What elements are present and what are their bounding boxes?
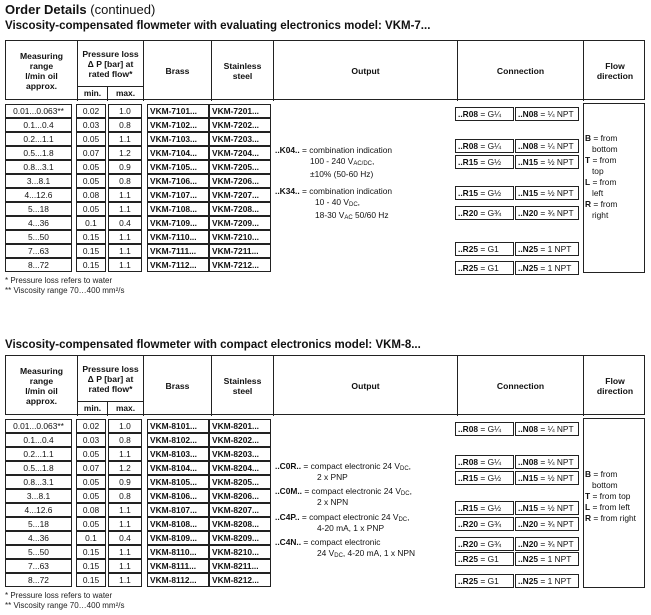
- cell-brass: VKM-8106...: [147, 489, 209, 503]
- output-detail: 24 $V_{DC}$, 4-20 mA, 1 x NPN: [317, 548, 416, 559]
- header-max: max.: [108, 402, 144, 416]
- cell-connection-npt: ..N25 = 1 NPT: [515, 242, 579, 256]
- cell-min: 0.03: [76, 433, 106, 447]
- flow-direction-line: bottom: [591, 480, 618, 490]
- table-header: [5, 40, 645, 100]
- cell-steel: VKM-8210...: [209, 545, 271, 559]
- header-max: max.: [108, 87, 144, 101]
- cell-brass: VKM-7106...: [147, 174, 209, 188]
- cell-brass: VKM-7103...: [147, 132, 209, 146]
- cell-min: 0.15: [76, 545, 106, 559]
- output-k34-detail: 10 - 40 $V_{DC}$, 18-30 $V_{AC}$ 50/60 Hz: [315, 197, 389, 221]
- cell-range: 0.2...1.1: [5, 132, 72, 146]
- cell-range: 5...18: [5, 517, 72, 531]
- cell-max: 1.1: [108, 258, 142, 272]
- cell-connection-npt: ..N20 = ¾ NPT: [515, 537, 579, 551]
- cell-connection-npt: ..N20 = ¾ NPT: [515, 517, 579, 531]
- header-output: Output: [274, 41, 458, 101]
- table1-footnote-1: * Pressure loss refers to water: [5, 276, 113, 285]
- cell-range: 5...18: [5, 202, 72, 216]
- cell-brass: VKM-7111...: [147, 244, 209, 258]
- cell-min: 0.05: [76, 489, 106, 503]
- cell-min: 0.02: [76, 104, 106, 118]
- cell-connection-npt: ..N08 = ¼ NPT: [515, 422, 579, 436]
- cell-range: 0.5...1.8: [5, 146, 72, 160]
- cell-steel: VKM-7203...: [209, 132, 271, 146]
- cell-steel: VKM-7208...: [209, 202, 271, 216]
- cell-connection-npt: ..N25 = 1 NPT: [515, 261, 579, 275]
- cell-brass: VKM-8111...: [147, 559, 209, 573]
- header-pressure-loss: Pressure loss Δ P [bar] at rated flow*: [78, 356, 144, 402]
- cell-brass: VKM-7109...: [147, 216, 209, 230]
- output-c4p: ..C4P.. = compact electronic 24 $V_{DC}$,: [275, 512, 410, 523]
- cell-min: 0.15: [76, 573, 106, 587]
- cell-brass: VKM-8107...: [147, 503, 209, 517]
- cell-range: 4...12.6: [5, 503, 72, 517]
- cell-steel: VKM-8203...: [209, 447, 271, 461]
- cell-steel: VKM-8208...: [209, 517, 271, 531]
- cell-max: 1.1: [108, 230, 142, 244]
- cell-connection-npt: ..N08 = ¼ NPT: [515, 455, 579, 469]
- flow-direction-line: top: [591, 166, 604, 176]
- cell-max: 1.2: [108, 461, 142, 475]
- cell-min: 0.05: [76, 132, 106, 146]
- header-flow-direction: Flow direction: [596, 376, 634, 396]
- cell-range: 7...63: [5, 244, 72, 258]
- cell-min: 0.15: [76, 230, 106, 244]
- header-connection: Connection: [458, 356, 584, 416]
- cell-brass: VKM-8101...: [147, 419, 209, 433]
- cell-connection-g: ..R15 = G½: [455, 155, 514, 169]
- table1-footnote-2: ** Viscosity range 70…400 mm²/s: [5, 286, 125, 295]
- cell-range: 7...63: [5, 559, 72, 573]
- header-measuring-range: Measuring range l/min oil approx.: [6, 356, 78, 416]
- cell-min: 0.05: [76, 517, 106, 531]
- cell-max: 1.1: [108, 132, 142, 146]
- cell-max: 0.8: [108, 174, 142, 188]
- cell-max: 0.9: [108, 160, 142, 174]
- cell-min: 0.1: [76, 531, 106, 545]
- cell-connection-g: ..R25 = G1: [455, 574, 514, 588]
- cell-steel: VKM-8204...: [209, 461, 271, 475]
- cell-range: 4...12.6: [5, 188, 72, 202]
- cell-min: 0.05: [76, 447, 106, 461]
- cell-connection-g: ..R08 = G¼: [455, 455, 514, 469]
- cell-brass: VKM-8109...: [147, 531, 209, 545]
- cell-brass: VKM-7110...: [147, 230, 209, 244]
- cell-steel: VKM-8206...: [209, 489, 271, 503]
- cell-steel: VKM-7206...: [209, 174, 271, 188]
- cell-range: 0.01...0.063**: [5, 419, 72, 433]
- cell-min: 0.08: [76, 503, 106, 517]
- cell-brass: VKM-7107...: [147, 188, 209, 202]
- cell-max: 0.8: [108, 433, 142, 447]
- cell-steel: VKM-7205...: [209, 160, 271, 174]
- cell-steel: VKM-8211...: [209, 559, 271, 573]
- cell-max: 1.2: [108, 146, 142, 160]
- cell-brass: VKM-8102...: [147, 433, 209, 447]
- cell-connection-g: ..R15 = G½: [455, 186, 514, 200]
- flow-direction-line: T = from: [585, 155, 617, 165]
- cell-range: 0.8...3.1: [5, 160, 72, 174]
- cell-min: 0.03: [76, 118, 106, 132]
- header-output: Output: [274, 356, 458, 416]
- cell-max: 1.1: [108, 244, 142, 258]
- header-min: min.: [78, 87, 108, 101]
- cell-brass: VKM-7105...: [147, 160, 209, 174]
- cell-max: 0.8: [108, 118, 142, 132]
- cell-range: 0.5...1.8: [5, 461, 72, 475]
- cell-connection-npt: ..N25 = 1 NPT: [515, 574, 579, 588]
- flow-direction-line: B = from: [585, 133, 618, 143]
- cell-min: 0.05: [76, 202, 106, 216]
- cell-connection-npt: ..N15 = ½ NPT: [515, 186, 579, 200]
- cell-min: 0.07: [76, 461, 106, 475]
- cell-max: 0.9: [108, 475, 142, 489]
- output-k34: ..K34.. = combination indication: [275, 186, 393, 196]
- cell-max: 1.1: [108, 447, 142, 461]
- cell-min: 0.05: [76, 475, 106, 489]
- flow-direction-line: right: [591, 210, 609, 220]
- cell-range: 5...50: [5, 545, 72, 559]
- cell-range: 4...36: [5, 531, 72, 545]
- output-k04-detail: 100 - 240 $V_{AC/DC}$, ±10% (50-60 Hz): [310, 156, 375, 179]
- cell-connection-npt: ..N20 = ¾ NPT: [515, 206, 579, 220]
- cell-min: 0.15: [76, 258, 106, 272]
- cell-connection-g: ..R15 = G½: [455, 471, 514, 485]
- cell-range: 0.8...3.1: [5, 475, 72, 489]
- output-c0r: ..C0R.. = compact electronic 24 $V_{DC}$,: [275, 461, 411, 472]
- cell-brass: VKM-7101...: [147, 104, 209, 118]
- cell-max: 1.1: [108, 545, 142, 559]
- cell-connection-g: ..R20 = G¾: [455, 206, 514, 220]
- table2-footnote-2: ** Viscosity range 70…400 mm²/s: [5, 601, 125, 610]
- output-detail: 4-20 mA, 1 x PNP: [317, 523, 385, 533]
- cell-brass: VKM-7108...: [147, 202, 209, 216]
- cell-steel: VKM-7202...: [209, 118, 271, 132]
- output-c4n: ..C4N.. = compact electronic: [275, 537, 381, 547]
- output-c0m: ..C0M.. = compact electronic 24 $V_{DC}$,: [275, 486, 412, 497]
- cell-range: 5...50: [5, 230, 72, 244]
- flow-direction-line: bottom: [591, 144, 618, 154]
- cell-range: 3...8.1: [5, 174, 72, 188]
- flow-direction-line: left: [591, 188, 604, 198]
- flow-direction-line: R = from: [585, 199, 618, 209]
- heading-suffix: (continued): [90, 2, 156, 17]
- header-stainless-steel: Stainless steel: [212, 356, 274, 416]
- cell-range: 4...36: [5, 216, 72, 230]
- cell-max: 0.4: [108, 216, 142, 230]
- cell-connection-npt: ..N25 = 1 NPT: [515, 552, 579, 566]
- cell-steel: VKM-7201...: [209, 104, 271, 118]
- cell-steel: VKM-7210...: [209, 230, 271, 244]
- cell-connection-g: ..R08 = G¼: [455, 422, 514, 436]
- cell-steel: VKM-8207...: [209, 503, 271, 517]
- cell-steel: VKM-8212...: [209, 573, 271, 587]
- cell-steel: VKM-8202...: [209, 433, 271, 447]
- order-table-vkm8: [5, 355, 645, 587]
- cell-brass: VKM-8110...: [147, 545, 209, 559]
- cell-min: 0.05: [76, 174, 106, 188]
- page-heading: [5, 2, 155, 17]
- output-detail: 2 x NPN: [317, 497, 349, 507]
- order-table-vkm7: [5, 40, 645, 272]
- table-header: [5, 355, 645, 415]
- header-min: min.: [78, 402, 108, 416]
- cell-min: 0.02: [76, 419, 106, 433]
- cell-steel: VKM-7212...: [209, 258, 271, 272]
- cell-max: 1.1: [108, 202, 142, 216]
- cell-max: 1.0: [108, 419, 142, 433]
- table2-footnote-1: * Pressure loss refers to water: [5, 591, 113, 600]
- cell-steel: VKM-7207...: [209, 188, 271, 202]
- header-stainless-steel: Stainless steel: [212, 41, 274, 101]
- cell-range: 3...8.1: [5, 489, 72, 503]
- cell-max: 1.1: [108, 559, 142, 573]
- cell-min: 0.15: [76, 559, 106, 573]
- cell-steel: VKM-8205...: [209, 475, 271, 489]
- flow-direction-line: B = from: [585, 469, 618, 479]
- flow-direction-line: T = from top: [585, 491, 631, 501]
- flow-direction-line: R = from right: [585, 513, 636, 523]
- flow-direction-line: L = from: [585, 177, 617, 187]
- cell-max: 0.8: [108, 489, 142, 503]
- cell-connection-g: ..R15 = G½: [455, 501, 514, 515]
- cell-range: 8...72: [5, 573, 72, 587]
- cell-brass: VKM-8105...: [147, 475, 209, 489]
- cell-brass: VKM-7112...: [147, 258, 209, 272]
- cell-steel: VKM-7204...: [209, 146, 271, 160]
- table1-title: Viscosity-compensated flowmeter with evaluating electronics model: VKM-7...: [5, 20, 431, 32]
- cell-range: 0.1...0.4: [5, 118, 72, 132]
- cell-max: 1.1: [108, 188, 142, 202]
- cell-min: 0.1: [76, 216, 106, 230]
- cell-steel: VKM-7209...: [209, 216, 271, 230]
- cell-brass: VKM-8103...: [147, 447, 209, 461]
- table2-title: Viscosity-compensated flowmeter with compact electronics model: VKM-8...: [5, 339, 421, 351]
- cell-connection-g: ..R20 = G¾: [455, 517, 514, 531]
- output-detail: 2 x PNP: [317, 472, 348, 482]
- header-pressure-loss: Pressure loss Δ P [bar] at rated flow*: [78, 41, 144, 87]
- header-brass: Brass: [144, 41, 212, 101]
- header-measuring-range: Measuring range l/min oil approx.: [6, 41, 78, 101]
- cell-connection-npt: ..N15 = ½ NPT: [515, 501, 579, 515]
- cell-connection-g: ..R25 = G1: [455, 552, 514, 566]
- output-k04: ..K04.. = combination indication: [275, 145, 393, 155]
- cell-steel: VKM-7211...: [209, 244, 271, 258]
- cell-brass: VKM-8112...: [147, 573, 209, 587]
- header-brass: Brass: [144, 356, 212, 416]
- cell-connection-g: ..R25 = G1: [455, 242, 514, 256]
- flow-direction-line: L = from left: [585, 502, 630, 512]
- cell-brass: VKM-7102...: [147, 118, 209, 132]
- cell-max: 1.1: [108, 517, 142, 531]
- header-connection: Connection: [458, 41, 584, 101]
- cell-range: 8...72: [5, 258, 72, 272]
- cell-max: 1.1: [108, 573, 142, 587]
- cell-range: 0.01...0.063**: [5, 104, 72, 118]
- cell-connection-g: ..R25 = G1: [455, 261, 514, 275]
- cell-connection-npt: ..N08 = ¼ NPT: [515, 107, 579, 121]
- cell-steel: VKM-8209...: [209, 531, 271, 545]
- cell-min: 0.08: [76, 188, 106, 202]
- cell-connection-npt: ..N08 = ¼ NPT: [515, 139, 579, 153]
- cell-brass: VKM-8104...: [147, 461, 209, 475]
- cell-max: 0.4: [108, 531, 142, 545]
- heading-text: Order Details: [5, 2, 87, 17]
- cell-max: 1.0: [108, 104, 142, 118]
- header-flow-direction: Flow direction: [596, 61, 634, 81]
- cell-connection-g: ..R08 = G¼: [455, 139, 514, 153]
- cell-connection-npt: ..N15 = ½ NPT: [515, 155, 579, 169]
- cell-range: 0.1...0.4: [5, 433, 72, 447]
- cell-min: 0.15: [76, 244, 106, 258]
- cell-brass: VKM-8108...: [147, 517, 209, 531]
- cell-steel: VKM-8201...: [209, 419, 271, 433]
- cell-range: 0.2...1.1: [5, 447, 72, 461]
- cell-min: 0.05: [76, 160, 106, 174]
- cell-brass: VKM-7104...: [147, 146, 209, 160]
- cell-max: 1.1: [108, 503, 142, 517]
- cell-min: 0.07: [76, 146, 106, 160]
- cell-connection-npt: ..N15 = ½ NPT: [515, 471, 579, 485]
- cell-connection-g: ..R08 = G¼: [455, 107, 514, 121]
- cell-connection-g: ..R20 = G¾: [455, 537, 514, 551]
